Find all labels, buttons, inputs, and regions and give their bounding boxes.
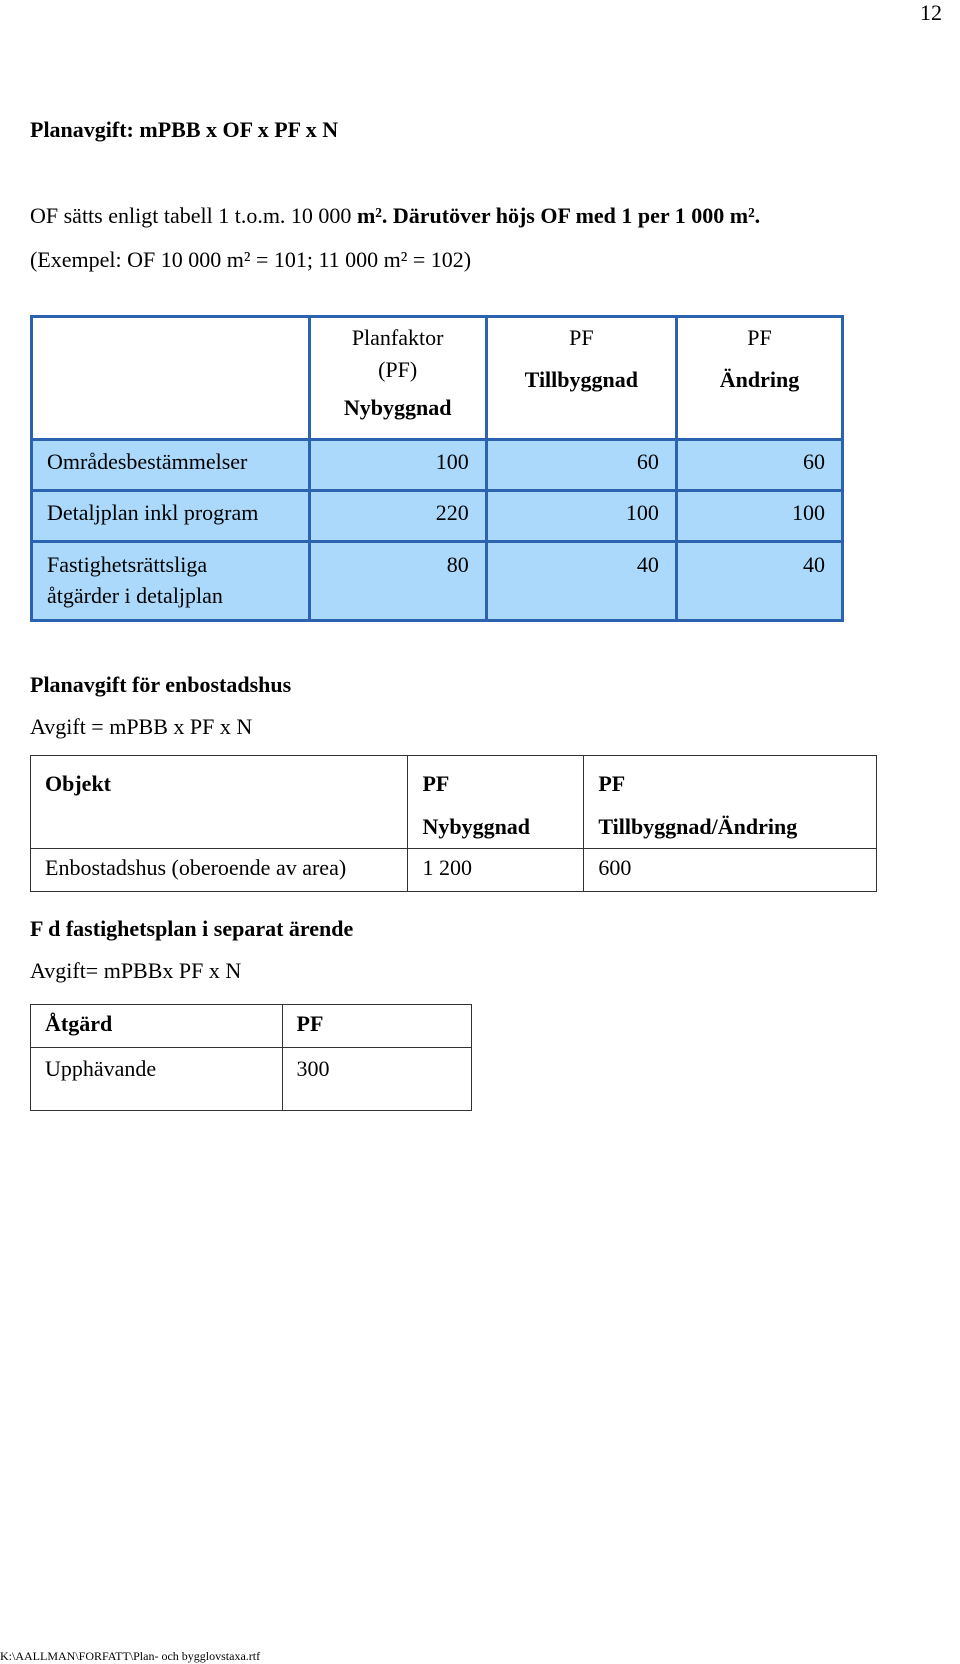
header-line-bold: Ändring	[719, 367, 800, 392]
cell-value: 60	[676, 440, 842, 491]
table-row	[32, 491, 843, 542]
table-row	[31, 849, 877, 892]
row-label: Områdesbestämmelser	[32, 440, 310, 491]
table-header-row	[31, 1005, 472, 1048]
table-header-row	[32, 317, 843, 440]
house-section-title: Planavgift för enbostadshus	[30, 672, 292, 697]
table-row	[31, 1048, 472, 1111]
header-line: PF	[598, 771, 626, 796]
cell-value: 100	[309, 440, 486, 491]
cell-value: 220	[309, 491, 486, 542]
header-pf: PF	[282, 1005, 471, 1048]
header-pf-nybyggnad	[408, 756, 584, 849]
of-rule-part2: m². Därutöver höjs OF med 1 per 1 000 m².	[356, 203, 761, 228]
cell-value: 300	[282, 1048, 471, 1111]
header-objekt	[31, 756, 408, 849]
house-section-formula: Avgift = mPBB x PF x N	[30, 714, 253, 739]
enbostadshus-table	[30, 755, 877, 892]
table-row	[32, 440, 843, 491]
cell-value: 600	[584, 849, 877, 892]
header-line: Nybyggnad	[422, 814, 531, 839]
table-row	[32, 542, 843, 621]
cell-value: 40	[676, 542, 842, 621]
cell-value: 100	[676, 491, 842, 542]
header-atgard: Åtgärd	[31, 1005, 283, 1048]
header-nybyggnad	[309, 317, 486, 440]
header-tillbyggnad	[486, 317, 676, 440]
header-line: Tillbyggnad/Ändring	[598, 814, 798, 839]
cell-value: 60	[486, 440, 676, 491]
row-label: Enbostadshus (oberoende av area)	[31, 849, 408, 892]
header-line: Objekt	[45, 771, 111, 796]
cell-value: 80	[309, 542, 486, 621]
cell-value: 40	[486, 542, 676, 621]
header-line-bold: Tillbyggnad	[524, 367, 638, 392]
planfaktor-table	[30, 315, 844, 622]
header-pf-tillbyggnad	[584, 756, 877, 849]
header-line: (PF)	[378, 357, 418, 382]
header-line: PF	[569, 325, 594, 350]
header-empty-cell	[32, 317, 310, 440]
header-line-bold: Nybyggnad	[343, 395, 452, 420]
row-label: Upphävande	[31, 1048, 283, 1111]
action-section-title: F d fastighetsplan i separat ärende	[30, 916, 354, 941]
action-section-formula: Avgift= mPBBx PF x N	[30, 958, 242, 983]
fastighetsplan-table	[30, 1004, 472, 1111]
row-label: Detaljplan inkl program	[32, 491, 310, 542]
header-andring	[676, 317, 842, 440]
example-line: (Exempel: OF 10 000 m² = 101; 11 000 m² = 102)	[30, 247, 472, 272]
cell-value: 1 200	[408, 849, 584, 892]
cell-value: 100	[486, 491, 676, 542]
of-rule-part1: OF sätts enligt tabell 1 t.o.m. 10 000	[30, 203, 357, 228]
header-line: PF	[747, 325, 772, 350]
page-number: 12	[920, 0, 942, 25]
formula-title: Planavgift: mPBB x OF x PF x N	[30, 117, 339, 142]
table-header-row	[31, 756, 877, 849]
header-line: PF	[422, 771, 450, 796]
footer-path: K:\AALLMAN\FORFATT\Plan- och bygglovstaxa.rtf	[0, 1649, 261, 1663]
row-label: Fastighetsrättsliga åtgärder i detaljplan	[32, 542, 310, 621]
of-rule	[30, 203, 760, 229]
header-line: Planfaktor	[351, 325, 444, 350]
